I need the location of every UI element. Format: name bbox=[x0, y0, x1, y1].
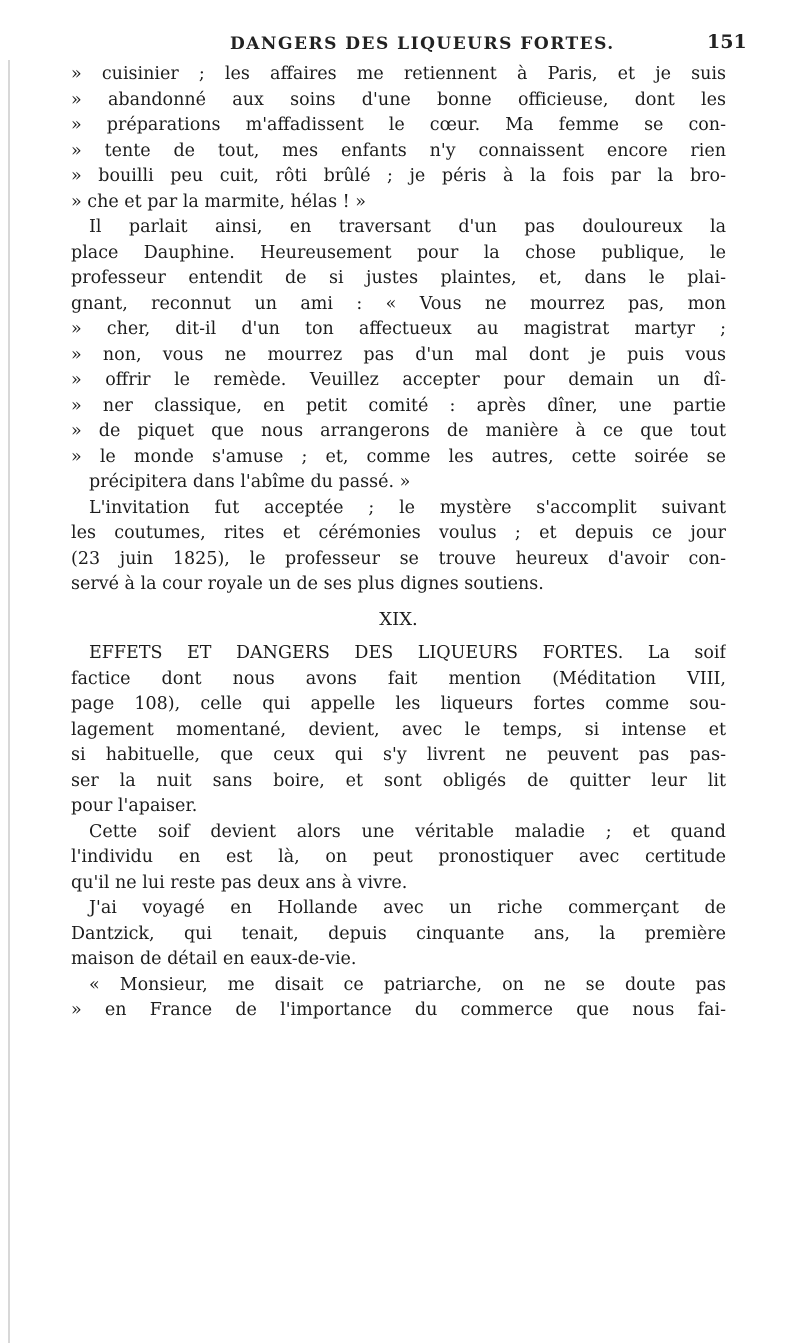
text-line: » abandonné aux soins d'une bonne officieuse, dont les bbox=[71, 89, 726, 110]
text-line: » offrir le remède. Veuillez accepter pour demain un dî- bbox=[71, 370, 726, 390]
text-line: » bouilli peu cuit, rôti brûlé ; je péris à la fois par la bro- bbox=[71, 166, 726, 186]
text-line: qu'il ne lui reste pas deux ans à vivre. bbox=[71, 872, 408, 893]
text-line: » tente de tout, mes enfants n'y connaissent encore rien bbox=[71, 140, 726, 161]
text-line: page 108), celle qui appelle les liqueurs fortes comme sou- bbox=[71, 694, 726, 714]
text-line: précipitera dans l'abîme du passé. » bbox=[89, 472, 411, 492]
paragraph-start-line: « Monsieur, me disait ce patriarche, on ne se doute pas bbox=[89, 974, 726, 995]
text-line: » le monde s'amuse ; et, comme les autres, cette soirée se bbox=[71, 446, 726, 467]
section-lead-line: EFFETS ET DANGERS DES LIQUEURS FORTES. La soif bbox=[89, 643, 726, 663]
text-line: pour l'apaiser. bbox=[71, 796, 198, 816]
text-line: » en France de l'importance du commerce que nous fai- bbox=[71, 1000, 726, 1020]
text-line: gnant, reconnut un ami : « Vous ne mourrez pas, mon bbox=[71, 293, 726, 314]
text-line: (23 juin 1825), le professeur se trouve heureux d'avoir con- bbox=[71, 548, 726, 569]
paragraph-start-line: J'ai voyagé en Hollande avec un riche commerçant de bbox=[89, 898, 726, 918]
page-number: 151 bbox=[707, 31, 747, 53]
running-head: DANGERS DES LIQUEURS FORTES. bbox=[230, 34, 615, 54]
text-line: Dantzick, qui tenait, depuis cinquante ans, la première bbox=[71, 923, 726, 944]
text-line: » non, vous ne mourrez pas d'un mal dont je puis vous bbox=[71, 344, 726, 365]
text-line: si habituelle, que ceux qui s'y livrent ne peuvent pas pas- bbox=[71, 745, 726, 765]
text-line: ser la nuit sans boire, et sont obligés de quitter leur lit bbox=[71, 770, 726, 791]
text-line: les coutumes, rites et cérémonies voulus ; et depuis ce jour bbox=[71, 523, 726, 543]
paragraph-start-line: L'invitation fut acceptée ; le mystère s'accomplit suivant bbox=[89, 497, 726, 518]
text-line: maison de détail en eaux-de-vie. bbox=[71, 949, 357, 969]
text-line: lagement momentané, devient, avec le temps, si intense et bbox=[71, 719, 726, 740]
text-line: servé à la cour royale un de ses plus dignes soutiens. bbox=[71, 574, 544, 594]
text-line: » ner classique, en petit comité : après dîner, une partie bbox=[71, 395, 726, 416]
text-line: » préparations m'affadissent le cœur. Ma femme se con- bbox=[71, 115, 726, 135]
text-line: l'individu en est là, on peut pronostiquer avec certitude bbox=[71, 847, 726, 867]
section-heading: XIX. bbox=[379, 608, 418, 630]
text-line: place Dauphine. Heureusement pour la chose publique, le bbox=[71, 242, 726, 263]
paragraph-start-line: Il parlait ainsi, en traversant d'un pas douloureux la bbox=[89, 217, 726, 237]
text-line: professeur entendit de si justes plaintes, et, dans le plai- bbox=[71, 268, 726, 288]
text-line: » cher, dit-il d'un ton affectueux au magistrat martyr ; bbox=[71, 319, 726, 339]
text-line: » de piquet que nous arrangerons de manière à ce que tout bbox=[71, 421, 726, 441]
text-line: factice dont nous avons fait mention (Méditation VIII, bbox=[71, 668, 726, 689]
body-text bbox=[71, 62, 726, 1024]
paragraph-start-line: Cette soif devient alors une véritable maladie ; et quand bbox=[89, 821, 726, 842]
text-line: » cuisinier ; les affaires me retiennent à Paris, et je suis bbox=[71, 64, 726, 84]
page-edge-rule bbox=[8, 60, 10, 1343]
text-line: » che et par la marmite, hélas ! » bbox=[71, 191, 366, 212]
